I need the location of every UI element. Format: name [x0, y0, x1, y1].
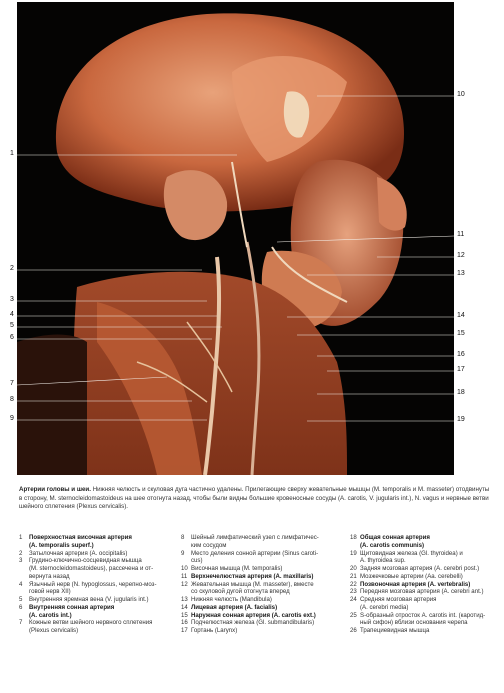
legend-text: Жевательная мышца (M. masseter), вместе [191, 580, 314, 588]
legend-text: Позвоночная артерия (A. vertebralis) [360, 580, 471, 588]
legend-number [350, 619, 360, 627]
legend-item [19, 565, 169, 573]
legend-text: (A. temporalis superf.) [29, 541, 94, 549]
legend-number: 2 [19, 549, 23, 557]
legend-number: 10 [181, 565, 188, 572]
callout-2: 2 [10, 265, 14, 272]
legend-item [350, 604, 500, 612]
legend-number: 12 [181, 580, 188, 588]
legend-number: 17 [181, 627, 188, 634]
legend-number: 20 [350, 565, 357, 572]
legend-text: Общая сонная артерия [360, 534, 430, 541]
legend-text: Верхнечелюстная артерия (A. maxillaris) [191, 572, 314, 580]
legend-text: Средняя мозговая артерия [360, 596, 437, 603]
callout-9: 9 [10, 415, 14, 422]
legend-item [350, 619, 500, 627]
callout-4: 4 [10, 311, 14, 318]
legend-number: 25 [350, 611, 357, 619]
legend-text: Затылочная артерия (A. occipitalis) [29, 549, 128, 557]
callout-10: 10 [457, 91, 465, 98]
callout-19: 19 [457, 416, 465, 423]
legend-text: Задняя мозговая артерия (A. cerebri post.) [360, 565, 480, 572]
legend-text: Кожные ветви шейного нервного сплетения [29, 619, 153, 627]
legend-number [181, 588, 191, 596]
legend-number: 7 [19, 619, 23, 627]
caption-title: Артерии головы и шеи. [19, 486, 91, 493]
legend-number [19, 612, 29, 620]
legend-column-1 [19, 534, 169, 635]
legend-number: 16 [181, 619, 188, 627]
legend-item [19, 573, 169, 581]
figure-caption [19, 486, 491, 512]
legend-text: (M. sternocleidomastoideus), рассечена и от- [29, 565, 154, 572]
caption-text: Нижняя челюсть и скуловая дуга частично удалены. Прилегающие сверху жевательные мышцы (M. temporalis и M. masseter) отодвинуты в сторону, M. sternocleidomastoideus на шее отогнута назад, чтобы были видны большие кровеносные сосуды (A. carotis, V. jugularis int.), N. vagus и нервные ветви шейного сплетения (Plexus cervicalis). [19, 486, 490, 511]
legend-item [19, 627, 169, 635]
legend-item [350, 557, 500, 565]
callout-8: 8 [10, 396, 14, 403]
legend-item [19, 588, 169, 596]
legend-number: 3 [19, 557, 23, 565]
legend-text: со скуловой дугой отогнута вперед [191, 588, 290, 596]
legend-item [19, 542, 169, 550]
legend-text: A. thyroidea sup. [360, 557, 406, 565]
legend-item [350, 573, 500, 581]
callout-11: 11 [457, 231, 465, 238]
legend-text: (Plexus cervicalis) [29, 627, 79, 634]
legend-item [350, 588, 500, 596]
legend-item [181, 565, 341, 573]
legend-text: вернута назад [29, 572, 70, 580]
legend-text: Височная мышца (M. temporalis) [191, 565, 283, 572]
legend-item [181, 550, 341, 558]
legend-text: (A. carotis int.) [29, 611, 72, 619]
legend-text: Поверхностная височная артерия [29, 534, 132, 541]
legend-column-3 [350, 534, 500, 635]
legend-text: Лицевая артерия (A. facialis) [191, 603, 278, 611]
legend-text: Мозжечковые артерии (Aa. cerebelli) [360, 572, 463, 580]
legend-number [181, 542, 191, 550]
legend-number [19, 627, 29, 635]
legend-item [181, 534, 341, 542]
legend-item [181, 596, 341, 604]
legend-text: говой нерв XII) [29, 588, 71, 596]
callout-7: 7 [10, 380, 14, 387]
legend-number: 15 [181, 611, 188, 619]
callout-15: 15 [457, 330, 465, 337]
legend-text: Грудино-ключично-сосцевидная мышца [29, 557, 142, 565]
legend-item [181, 604, 341, 612]
legend-text: Язычный нерв (N. hypoglossus, черепно-моз- [29, 580, 157, 588]
legend-text: S-образный отросток A. carotis int. (каротид- [360, 611, 486, 619]
legend-text: ким сосудом [191, 541, 227, 549]
legend-item [350, 612, 500, 620]
legend-item [19, 619, 169, 627]
legend-number [19, 565, 29, 573]
legend-text: (A. cerebri media) [360, 603, 409, 611]
legend-item [350, 596, 500, 604]
legend-number [19, 542, 29, 550]
legend-item [181, 612, 341, 620]
legend-item [350, 550, 500, 558]
callout-18: 18 [457, 389, 465, 396]
legend-number: 9 [181, 549, 185, 557]
legend-item [19, 612, 169, 620]
legend-item [19, 604, 169, 612]
legend-number [19, 573, 29, 581]
legend-text: Подчелюстная железа (Gl. submandibularis) [191, 619, 315, 627]
callout-14: 14 [457, 312, 465, 319]
legend-item [181, 542, 341, 550]
legend-number: 19 [350, 549, 357, 557]
callout-17: 17 [457, 366, 465, 373]
legend-text: Щитовидная железа (Gl. thyroidea) и [360, 549, 463, 557]
legend-item [350, 627, 500, 635]
callout-3: 3 [10, 296, 14, 303]
legend-number: 8 [181, 534, 185, 541]
legend-number [181, 557, 191, 565]
legend-text: Внутренняя сонная артерия [29, 603, 115, 611]
legend-item [181, 557, 341, 565]
callout-16: 16 [457, 351, 465, 358]
legend-number [19, 588, 29, 596]
legend-text: Наружная сонная артерия (A. carotis ext.) [191, 611, 316, 619]
legend-number: 26 [350, 627, 357, 634]
callout-6: 6 [10, 334, 14, 341]
legend-item [181, 627, 341, 635]
legend-item [181, 619, 341, 627]
legend-item [181, 581, 341, 589]
legend-item [19, 534, 169, 542]
legend-number: 13 [181, 596, 188, 603]
legend-text: (A. carotis communis) [360, 541, 424, 549]
legend-item [19, 557, 169, 565]
legend-text: Нижняя челюсть (Mandibula) [191, 596, 272, 603]
legend-number: 14 [181, 603, 188, 611]
legend-number: 4 [19, 580, 23, 588]
legend-text: cus) [191, 557, 203, 565]
legend-number [350, 604, 360, 612]
legend-number [350, 557, 360, 565]
legend-number: 21 [350, 572, 357, 580]
legend-column-2 [181, 534, 341, 635]
legend-text: Шейный лимфатический узел с лимфатичес- [191, 534, 319, 541]
legend-number: 5 [19, 596, 23, 603]
legend-text: Внутренняя яремная вена (V. jugularis int.) [29, 596, 149, 603]
legend-number: 18 [350, 534, 357, 541]
legend-text: Гортань (Larynx) [191, 627, 238, 634]
legend-number: 24 [350, 596, 357, 603]
callout-12: 12 [457, 252, 465, 259]
anatomy-photo [17, 2, 454, 475]
legend-item [350, 565, 500, 573]
legend-item [350, 581, 500, 589]
legend-number: 22 [350, 580, 357, 588]
legend-item [350, 534, 500, 542]
legend-text: Место деления сонной артерии (Sinus caroti- [191, 549, 319, 557]
legend-text: Передняя мозговая артерия (A. cerebri ant.) [360, 588, 484, 596]
legend-text: ный сифон) вблизи основания черепа [360, 619, 468, 627]
legend-item [19, 581, 169, 589]
callout-13: 13 [457, 270, 465, 277]
head-neck-dissection-image [17, 2, 454, 475]
legend-number: 6 [19, 603, 23, 611]
legend-item [19, 596, 169, 604]
legend-item [181, 588, 341, 596]
legend-item [19, 550, 169, 558]
legend-item [181, 573, 341, 581]
legend-number [350, 542, 360, 550]
callout-1: 1 [10, 150, 14, 157]
legend-number: 11 [181, 572, 188, 580]
callout-5: 5 [10, 322, 14, 329]
legend-number: 1 [19, 534, 23, 541]
legend-item [350, 542, 500, 550]
legend-text: Трапециевидная мышца [360, 627, 430, 634]
legend-number: 23 [350, 588, 357, 596]
